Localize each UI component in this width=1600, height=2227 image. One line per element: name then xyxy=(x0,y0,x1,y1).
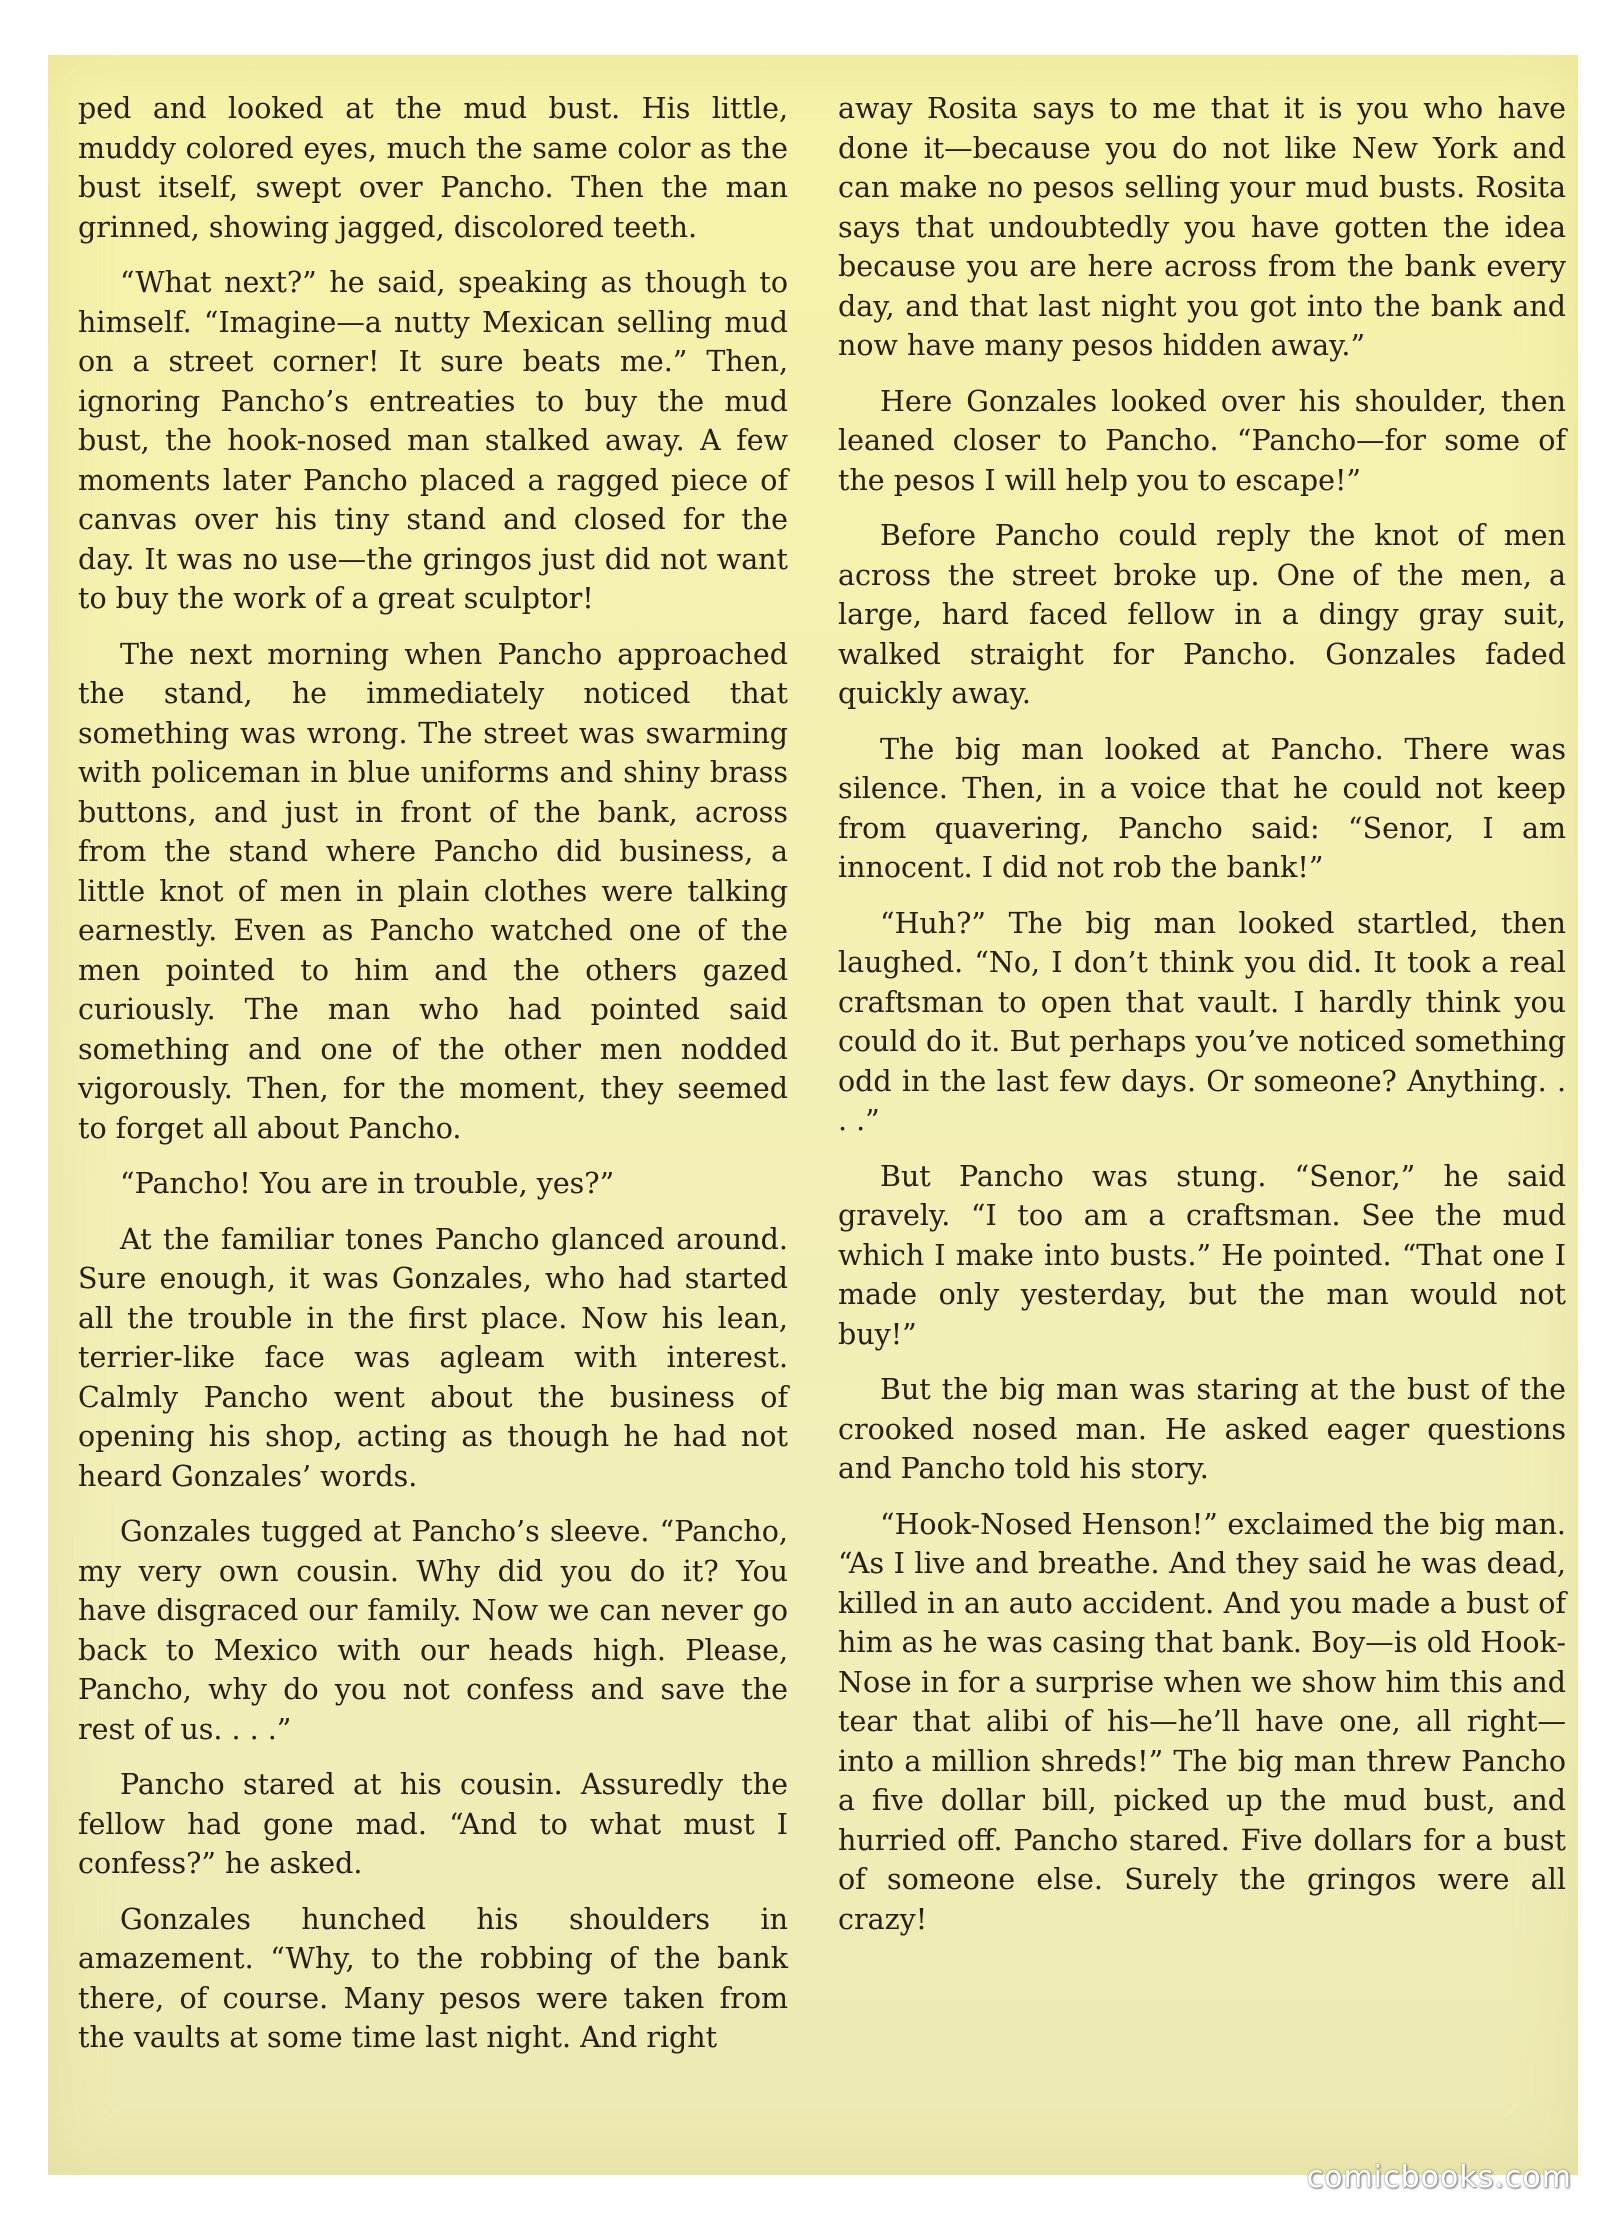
paragraph: Gonzales hunched his shoulders in amazement. “Why, to the robbing of the bank there, of course. Many pesos were taken from the vaults at some time last night. And right xyxy=(78,1902,788,2054)
paragraph: The big man looked at Pancho. There was silence. Then, in a voice that he could not keep from quavering, Pancho said: “Senor, I am innocent. I did not rob the bank!” xyxy=(838,732,1566,884)
paragraph: Here Gonzales looked over his shoulder, then leaned closer to Pancho. “Pancho—for some of the pesos I will help you to escape!” xyxy=(838,384,1566,497)
paragraph: Gonzales tugged at Pancho’s sleeve. “Pancho, my very own cousin. Why did you do it? You have disgraced our family. Now we can never go back to Mexico with our heads high. Please, Pancho, why do you not confess and save the rest of us. . . .” xyxy=(78,1515,788,1746)
paragraph: ped and looked at the mud bust. His little, muddy colored eyes, much the same color as the bust itself, swept over Pancho. Then the man grinned, showing jagged, discolored teeth. xyxy=(78,92,788,244)
paragraph: The next morning when Pancho approached the stand, he immediately noticed that something was wrong. The street was swarming with policeman in blue uniforms and shiny brass buttons, and just in front of the bank, across from the stand where Pancho did business, a little knot of men in plain clothes were talking earnestly. Even as Pancho watched one of the men pointed to him and the others gazed curiously. The man who had pointed said something and one of the other men nodded vigorously. Then, for the moment, they seemed to forget all about Pancho. xyxy=(78,637,788,1145)
paragraph: But the big man was staring at the bust of the crooked nosed man. He asked eager questions and Pancho told his story. xyxy=(838,1373,1566,1485)
site-watermark: comicbooks.com xyxy=(1306,2160,1572,2195)
right-text-column xyxy=(838,89,1566,1955)
left-text-column xyxy=(78,89,788,2074)
paragraph: “Huh?” The big man looked startled, then laughed. “No, I don’t think you did. It took a real craftsman to open that vault. I hardly think you could do it. But perhaps you’ve noticed something odd in the last few days. Or someone? Anything. . . .” xyxy=(838,906,1566,1137)
paragraph: Pancho stared at his cousin. Assuredly the fellow had gone mad. “And to what must I confess?” he asked. xyxy=(78,1768,788,1880)
paragraph: “What next?” he said, speaking as though to himself. “Imagine—a nutty Mexican selling mud on a street corner! It sure beats me.” Then, ignoring Pancho’s entreaties to buy the mud bust, the hook-nosed man stalked away. A few moments later Pancho placed a ragged piece of canvas over his tiny stand and closed for the day. It was no use—the gringos just did not want to buy the work of a great sculptor! xyxy=(78,266,788,615)
paragraph: At the familiar tones Pancho glanced around. Sure enough, it was Gonzales, who had started all the trouble in the first place. Now his lean, terrier-like face was agleam with interest. Calmly Pancho went about the business of opening his shop, acting as though he had not heard Gonzales’ words. xyxy=(78,1222,788,1493)
story-page xyxy=(48,55,1578,2175)
paragraph: Before Pancho could reply the knot of men across the street broke up. One of the men, a large, hard faced fellow in a dingy gray suit, walked straight for Pancho. Gonzales faded quickly away. xyxy=(838,519,1566,710)
paragraph: “Hook-Nosed Henson!” exclaimed the big man. “As I live and breathe. And they said he was dead, killed in an auto accident. And you made a bust of him as he was casing that bank. Boy—is old Hook-Nose in for a surprise when we show him this and tear that alibi of his—he’ll have one, all right—into a million shreds!” The big man threw Pancho a five dollar bill, picked up the mud bust, and hurried off. Pancho stared. Five dollars for a bust of someone else. Surely the gringos were all crazy! xyxy=(838,1507,1566,1936)
paragraph: But Pancho was stung. “Senor,” he said gravely. “I too am a craftsman. See the mud which I make into busts.” He pointed. “That one I made only yesterday, but the man would not buy!” xyxy=(838,1159,1566,1351)
paragraph: away Rosita says to me that it is you who have done it—because you do not like New York and can make no pesos selling your mud busts. Rosita says that undoubtedly you have gotten the idea because you are here across from the bank every day, and that last night you got into the bank and now have many pesos hidden away.” xyxy=(838,92,1566,362)
paragraph: “Pancho! You are in trouble, yes?” xyxy=(120,1167,615,1200)
